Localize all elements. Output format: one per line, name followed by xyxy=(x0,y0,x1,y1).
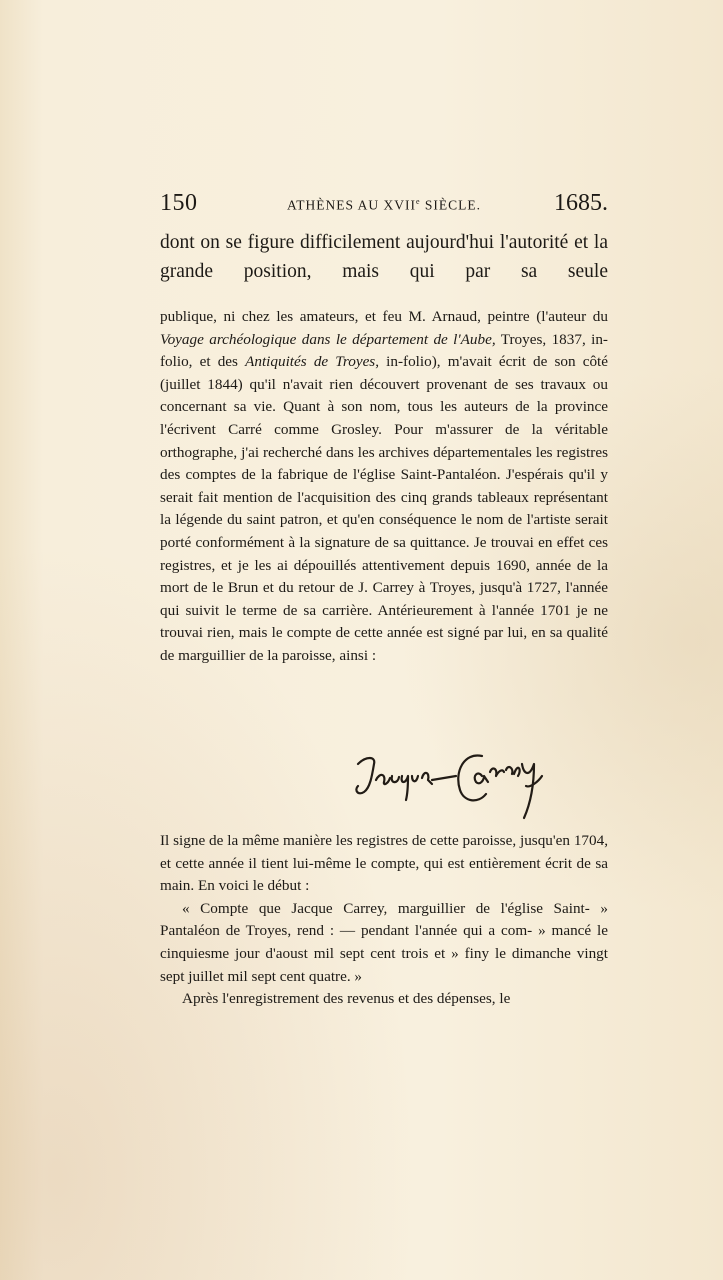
footnote-text-c: , in-folio), m'avait écrit de son côté (juillet 1844) qu'il n'avait rien découvert provenant de ses travaux ou concernant sa vie. Quant à son nom, tous les auteurs de la province l'écrivent Carré comme Grosley. Pour m'assurer de la véritable orthographe, j'ai recherché dans les archives départementales les registres des comptes de la fabrique de l'église Saint-Pantaléon. J'espérais qu'il y serait fait mention de l'acquisition des cinq grands tableaux représentant la légende du saint patron, et qu'en conséquence le nom de l'artiste serait porté conformément à la signature de sa quittance. Je trouvai en effet ces registres, et je les ai dépouillés attentivement depuis 1690, année de la mort de le Brun et du retour de J. Carrey à Troyes, jusqu'à 1727, l'année qui suivit le terme de sa carrière. Antérieurement à l'année 1701 je ne trouvai rien, mais le compte de cette année est signé par lui, en sa qualité de marguillier de la paroisse, ainsi : xyxy=(160,353,609,664)
main-paragraph: dont on se figure difficilement aujourd'hui l'autorité et la grande position, mais qui par sa seule xyxy=(160,232,608,282)
running-title-end: SIÈCLE. xyxy=(420,197,482,213)
main-text xyxy=(160,228,608,286)
page-number: 150 xyxy=(160,190,198,216)
page-header xyxy=(160,190,608,222)
footnote-text-b: Troyes, 1837, in-folio, et des xyxy=(160,330,608,371)
header-year: 1685. xyxy=(554,190,608,216)
footnote-text-a: publique, ni chez les amateurs, et feu M. Arnaud, peintre (l'auteur du xyxy=(160,308,608,325)
body-paragraph-1: Il signe de la même manière les registres de cette paroisse, jusqu'en 1704, et cette année il tient lui-même le compte, qui est entièrement écrit de sa main. En voici le début : xyxy=(160,832,608,895)
body-quote: « Compte que Jacque Carrey, marguillier de l'église Saint- » Pantaléon de Troyes, rend : — pendant l'année qui a com- » mancé le cinquiesme jour d'aoust mil sept cent trois et » finy le dimanche vingt sept juillet mil sept cent quatre. » xyxy=(160,899,608,985)
running-title-main: ATHÈNES AU XVII xyxy=(286,197,416,213)
running-title-sup: e xyxy=(415,197,421,206)
body-paragraph-3: Après l'enregistrement des revenus et des dépenses, le xyxy=(182,990,511,1008)
footnote-title-voyage: Voyage archéologique dans le département de l'Aube, xyxy=(160,330,496,348)
body-text xyxy=(160,830,608,1011)
footnote-paragraph xyxy=(160,306,608,668)
footnote xyxy=(160,306,608,668)
footnote-title-antiquites: Antiquités de Troyes xyxy=(245,353,376,371)
carrey-signature-image xyxy=(352,742,552,824)
running-title xyxy=(160,197,608,214)
